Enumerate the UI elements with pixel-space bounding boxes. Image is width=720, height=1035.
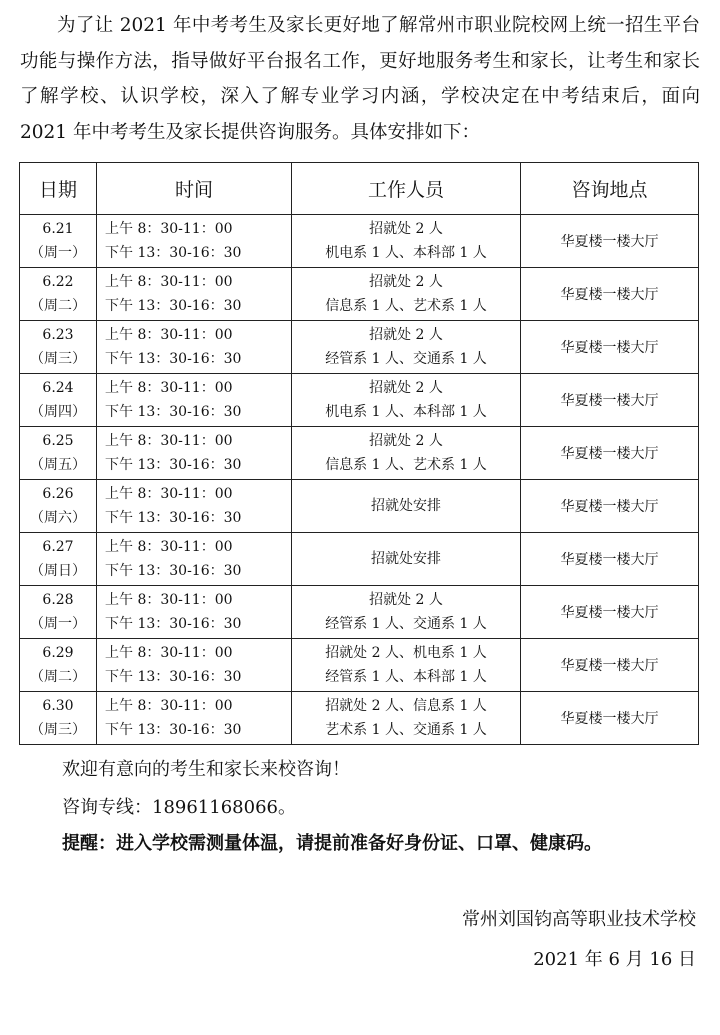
location-cell: 华夏楼一楼大厅 xyxy=(521,427,699,480)
weekday-value: （周一） xyxy=(30,616,86,632)
intro-text: 为了让 2021 年中考考生及家长更好地了解常州市职业院校网上统一招生平台功能与操作方法，指导做好平台报名工作，更好地服务考生和家长，让考生和家长了解学校、认识学校，深入了解专业学习内涵，学校决定在中考结束后，面向 2021 年中考考生及家长提供咨询服务。具体安排如下： xyxy=(20,15,700,143)
afternoon-time: 下午 13：30-16：30 xyxy=(105,722,242,738)
morning-time: 上午 8：30-11：00 xyxy=(105,433,233,449)
weekday-value: （周五） xyxy=(30,457,86,473)
reminder-text: 提醒：进入学校需测量体温，请提前准备好身份证、口罩、健康码。 xyxy=(62,833,602,854)
time-cell xyxy=(97,480,292,533)
staff-line-1: 招就处 2 人、信息系 1 人 xyxy=(325,698,487,714)
hotline-text: 咨询专线：18961168066。 xyxy=(62,797,296,818)
date-cell xyxy=(20,639,97,692)
staff-line-2: 经管系 1 人、交通系 1 人 xyxy=(325,351,487,367)
morning-time: 上午 8：30-11：00 xyxy=(105,380,233,396)
weekday-value: （周二） xyxy=(30,298,86,314)
staff-cell xyxy=(292,480,521,533)
table-row xyxy=(20,692,699,745)
date-value: 6.22 xyxy=(42,274,74,290)
table-row xyxy=(20,215,699,268)
weekday-value: （周三） xyxy=(30,722,86,738)
date-value: 6.29 xyxy=(42,645,74,661)
staff-cell xyxy=(292,692,521,745)
time-cell xyxy=(97,374,292,427)
staff-line-2: 信息系 1 人、艺术系 1 人 xyxy=(325,457,487,473)
weekday-value: （周一） xyxy=(30,245,86,261)
morning-time: 上午 8：30-11：00 xyxy=(105,698,233,714)
staff-cell xyxy=(292,268,521,321)
location-cell: 华夏楼一楼大厅 xyxy=(521,215,699,268)
afternoon-time: 下午 13：30-16：30 xyxy=(105,245,242,261)
afternoon-time: 下午 13：30-16：30 xyxy=(105,669,242,685)
staff-cell xyxy=(292,586,521,639)
staff-line-1: 招就处 2 人 xyxy=(369,380,443,396)
header-staff: 工作人员 xyxy=(292,163,521,215)
staff-cell xyxy=(292,533,521,586)
table-row xyxy=(20,268,699,321)
weekday-value: （周二） xyxy=(30,669,86,685)
location-cell: 华夏楼一楼大厅 xyxy=(521,268,699,321)
location-cell: 华夏楼一楼大厅 xyxy=(521,480,699,533)
staff-line-1: 招就处 2 人 xyxy=(369,327,443,343)
staff-line-1: 招就处 2 人 xyxy=(369,433,443,449)
time-cell xyxy=(97,586,292,639)
morning-time: 上午 8：30-11：00 xyxy=(105,327,233,343)
staff-line-2: 艺术系 1 人、交通系 1 人 xyxy=(325,722,487,738)
table-row xyxy=(20,533,699,586)
date-cell xyxy=(20,480,97,533)
staff-line-2: 信息系 1 人、艺术系 1 人 xyxy=(325,298,487,314)
school-name: 常州刘国钧高等职业技术学校 xyxy=(462,909,696,930)
staff-line-1: 招就处安排 xyxy=(371,498,441,514)
date-value: 6.24 xyxy=(42,380,74,396)
table-row xyxy=(20,374,699,427)
afternoon-time: 下午 13：30-16：30 xyxy=(105,510,242,526)
staff-line-1: 招就处 2 人 xyxy=(369,274,443,290)
date-value: 6.28 xyxy=(42,592,74,608)
table-row xyxy=(20,427,699,480)
staff-cell xyxy=(292,427,521,480)
header-location: 咨询地点 xyxy=(521,163,699,215)
schedule-body xyxy=(20,215,699,745)
afternoon-time: 下午 13：30-16：30 xyxy=(105,457,242,473)
issue-date: 2021 年 6 月 16 日 xyxy=(533,949,696,970)
staff-line-1: 招就处 2 人、机电系 1 人 xyxy=(325,645,487,661)
time-cell xyxy=(97,321,292,374)
table-row xyxy=(20,321,699,374)
staff-line-1: 招就处 2 人 xyxy=(369,592,443,608)
morning-time: 上午 8：30-11：00 xyxy=(105,645,233,661)
time-cell xyxy=(97,533,292,586)
schedule-table xyxy=(19,162,699,745)
date-value: 6.26 xyxy=(42,486,74,502)
staff-line-1: 招就处 2 人 xyxy=(369,221,443,237)
table-row xyxy=(20,586,699,639)
morning-time: 上午 8：30-11：00 xyxy=(105,486,233,502)
staff-cell xyxy=(292,321,521,374)
date-cell xyxy=(20,321,97,374)
date-value: 6.27 xyxy=(42,539,74,555)
weekday-value: （周日） xyxy=(30,563,86,579)
weekday-value: （周四） xyxy=(30,404,86,420)
staff-line-2: 经管系 1 人、本科部 1 人 xyxy=(325,669,487,685)
date-value: 6.21 xyxy=(42,221,74,237)
weekday-value: （周六） xyxy=(30,510,86,526)
staff-line-2: 机电系 1 人、本科部 1 人 xyxy=(325,245,487,261)
time-cell xyxy=(97,215,292,268)
afternoon-time: 下午 13：30-16：30 xyxy=(105,298,242,314)
morning-time: 上午 8：30-11：00 xyxy=(105,221,233,237)
location-cell: 华夏楼一楼大厅 xyxy=(521,321,699,374)
staff-cell xyxy=(292,374,521,427)
table-header-row xyxy=(20,163,699,215)
date-value: 6.23 xyxy=(42,327,74,343)
location-cell: 华夏楼一楼大厅 xyxy=(521,639,699,692)
date-cell xyxy=(20,692,97,745)
time-cell xyxy=(97,692,292,745)
location-cell: 华夏楼一楼大厅 xyxy=(521,374,699,427)
morning-time: 上午 8：30-11：00 xyxy=(105,274,233,290)
staff-line-1: 招就处安排 xyxy=(371,551,441,567)
afternoon-time: 下午 13：30-16：30 xyxy=(105,351,242,367)
afternoon-time: 下午 13：30-16：30 xyxy=(105,616,242,632)
date-cell xyxy=(20,374,97,427)
intro-paragraph xyxy=(20,8,700,150)
time-cell xyxy=(97,639,292,692)
location-cell: 华夏楼一楼大厅 xyxy=(521,586,699,639)
header-time: 时间 xyxy=(97,163,292,215)
afternoon-time: 下午 13：30-16：30 xyxy=(105,563,242,579)
staff-cell xyxy=(292,639,521,692)
date-cell xyxy=(20,215,97,268)
staff-line-2: 经管系 1 人、交通系 1 人 xyxy=(325,616,487,632)
location-cell: 华夏楼一楼大厅 xyxy=(521,692,699,745)
staff-cell xyxy=(292,215,521,268)
time-cell xyxy=(97,427,292,480)
staff-line-2: 机电系 1 人、本科部 1 人 xyxy=(325,404,487,420)
table-row xyxy=(20,639,699,692)
morning-time: 上午 8：30-11：00 xyxy=(105,539,233,555)
date-value: 6.30 xyxy=(42,698,74,714)
date-cell xyxy=(20,586,97,639)
table-row xyxy=(20,480,699,533)
weekday-value: （周三） xyxy=(30,351,86,367)
date-cell xyxy=(20,533,97,586)
time-cell xyxy=(97,268,292,321)
afternoon-time: 下午 13：30-16：30 xyxy=(105,404,242,420)
date-cell xyxy=(20,427,97,480)
date-value: 6.25 xyxy=(42,433,74,449)
morning-time: 上午 8：30-11：00 xyxy=(105,592,233,608)
header-date: 日期 xyxy=(20,163,97,215)
location-cell: 华夏楼一楼大厅 xyxy=(521,533,699,586)
date-cell xyxy=(20,268,97,321)
welcome-text: 欢迎有意向的考生和家长来校咨询！ xyxy=(62,759,350,780)
